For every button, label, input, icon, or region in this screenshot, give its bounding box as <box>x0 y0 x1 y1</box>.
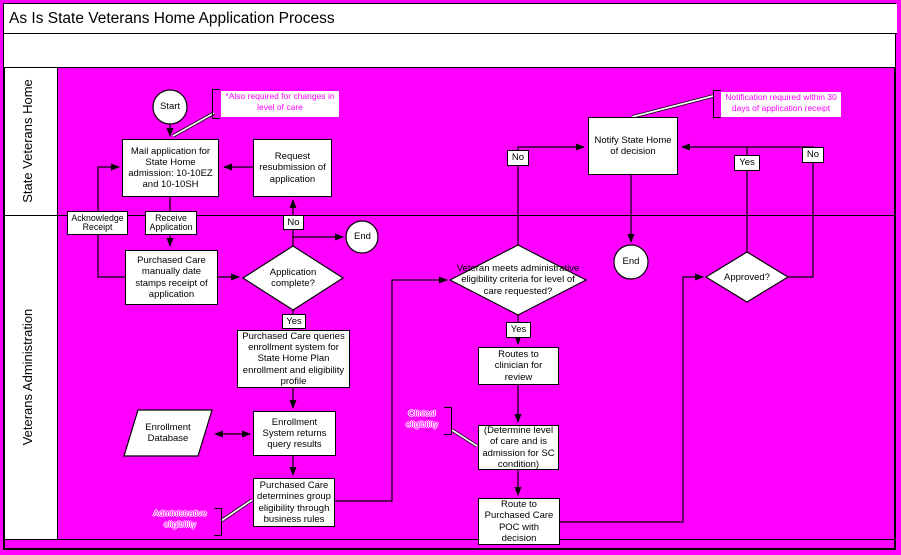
lane-label-state-veterans-home: State Veterans Home <box>20 79 35 203</box>
queries-enrollment-box: Purchased Care queries enrollment system for State Home Plan enrollment and eligibility profile <box>237 330 350 388</box>
lane-label-veterans-administration: Veterans Administration <box>20 308 35 446</box>
route-poc-box: Route to Purchased Care POC with decision <box>478 498 560 545</box>
start-label: Start <box>159 101 181 113</box>
enrollment-system-box: Enrollment System returns query results <box>253 411 336 456</box>
application-complete-label: Application complete? <box>269 266 317 289</box>
end-top-label: End <box>354 231 371 243</box>
callout-clinical-eligibility: Clinical eligibility <box>405 408 439 430</box>
callout-administrative-eligibility: Administrative eligibility <box>153 508 207 530</box>
request-resubmission-box: Request resubmission of application <box>253 139 332 197</box>
approved-label: Approved? <box>724 271 770 283</box>
determine-level-box: (Determine level of care and is admission for SC condition) <box>478 425 559 470</box>
page-title: As Is State Veterans Home Application Process <box>9 9 335 27</box>
callout-change-of-care: *Also required for changes in level of care <box>221 91 339 117</box>
mail-application-box: Mail application for State Home admission: 10-10EZ and 10-10SH <box>122 139 219 197</box>
callout-bracket-change <box>212 89 220 119</box>
routes-clinician-box: Routes to clinician for review <box>478 347 559 385</box>
edge-determines-to-criteria <box>335 280 447 501</box>
callout-bracket-clinical <box>444 407 452 435</box>
yes-label-admin: Yes <box>506 322 531 338</box>
no-label-incomplete: No <box>283 215 304 230</box>
callout-bracket-administrative <box>214 508 222 536</box>
date-stamp-box: Purchased Care manually date stamps receipt of application <box>125 250 218 305</box>
edge-poc-to-approved <box>560 277 703 522</box>
end-right-label: End <box>622 256 640 268</box>
yes-label-complete: Yes <box>282 314 306 329</box>
determines-group-box: Purchased Care determines group eligibility through business rules <box>253 478 335 527</box>
no-label-approved: No <box>802 147 824 163</box>
yes-label-approved: Yes <box>734 155 760 171</box>
callout-bracket-notification <box>713 90 721 118</box>
admin-criteria-label: Veteran meets administrative eligibility criteria for level of care requested? <box>456 263 580 297</box>
callout-notification-window: Notification required within 30 days of application receipt <box>721 92 841 117</box>
no-label-admin: No <box>507 150 529 166</box>
enrollment-database-label: Enrollment Database <box>145 421 191 444</box>
receive-application-label: Receive Application <box>145 211 197 235</box>
acknowledge-receipt-label: Acknowledge Receipt <box>67 211 128 235</box>
notify-state-home-box: Notify State Home of decision <box>588 117 678 175</box>
